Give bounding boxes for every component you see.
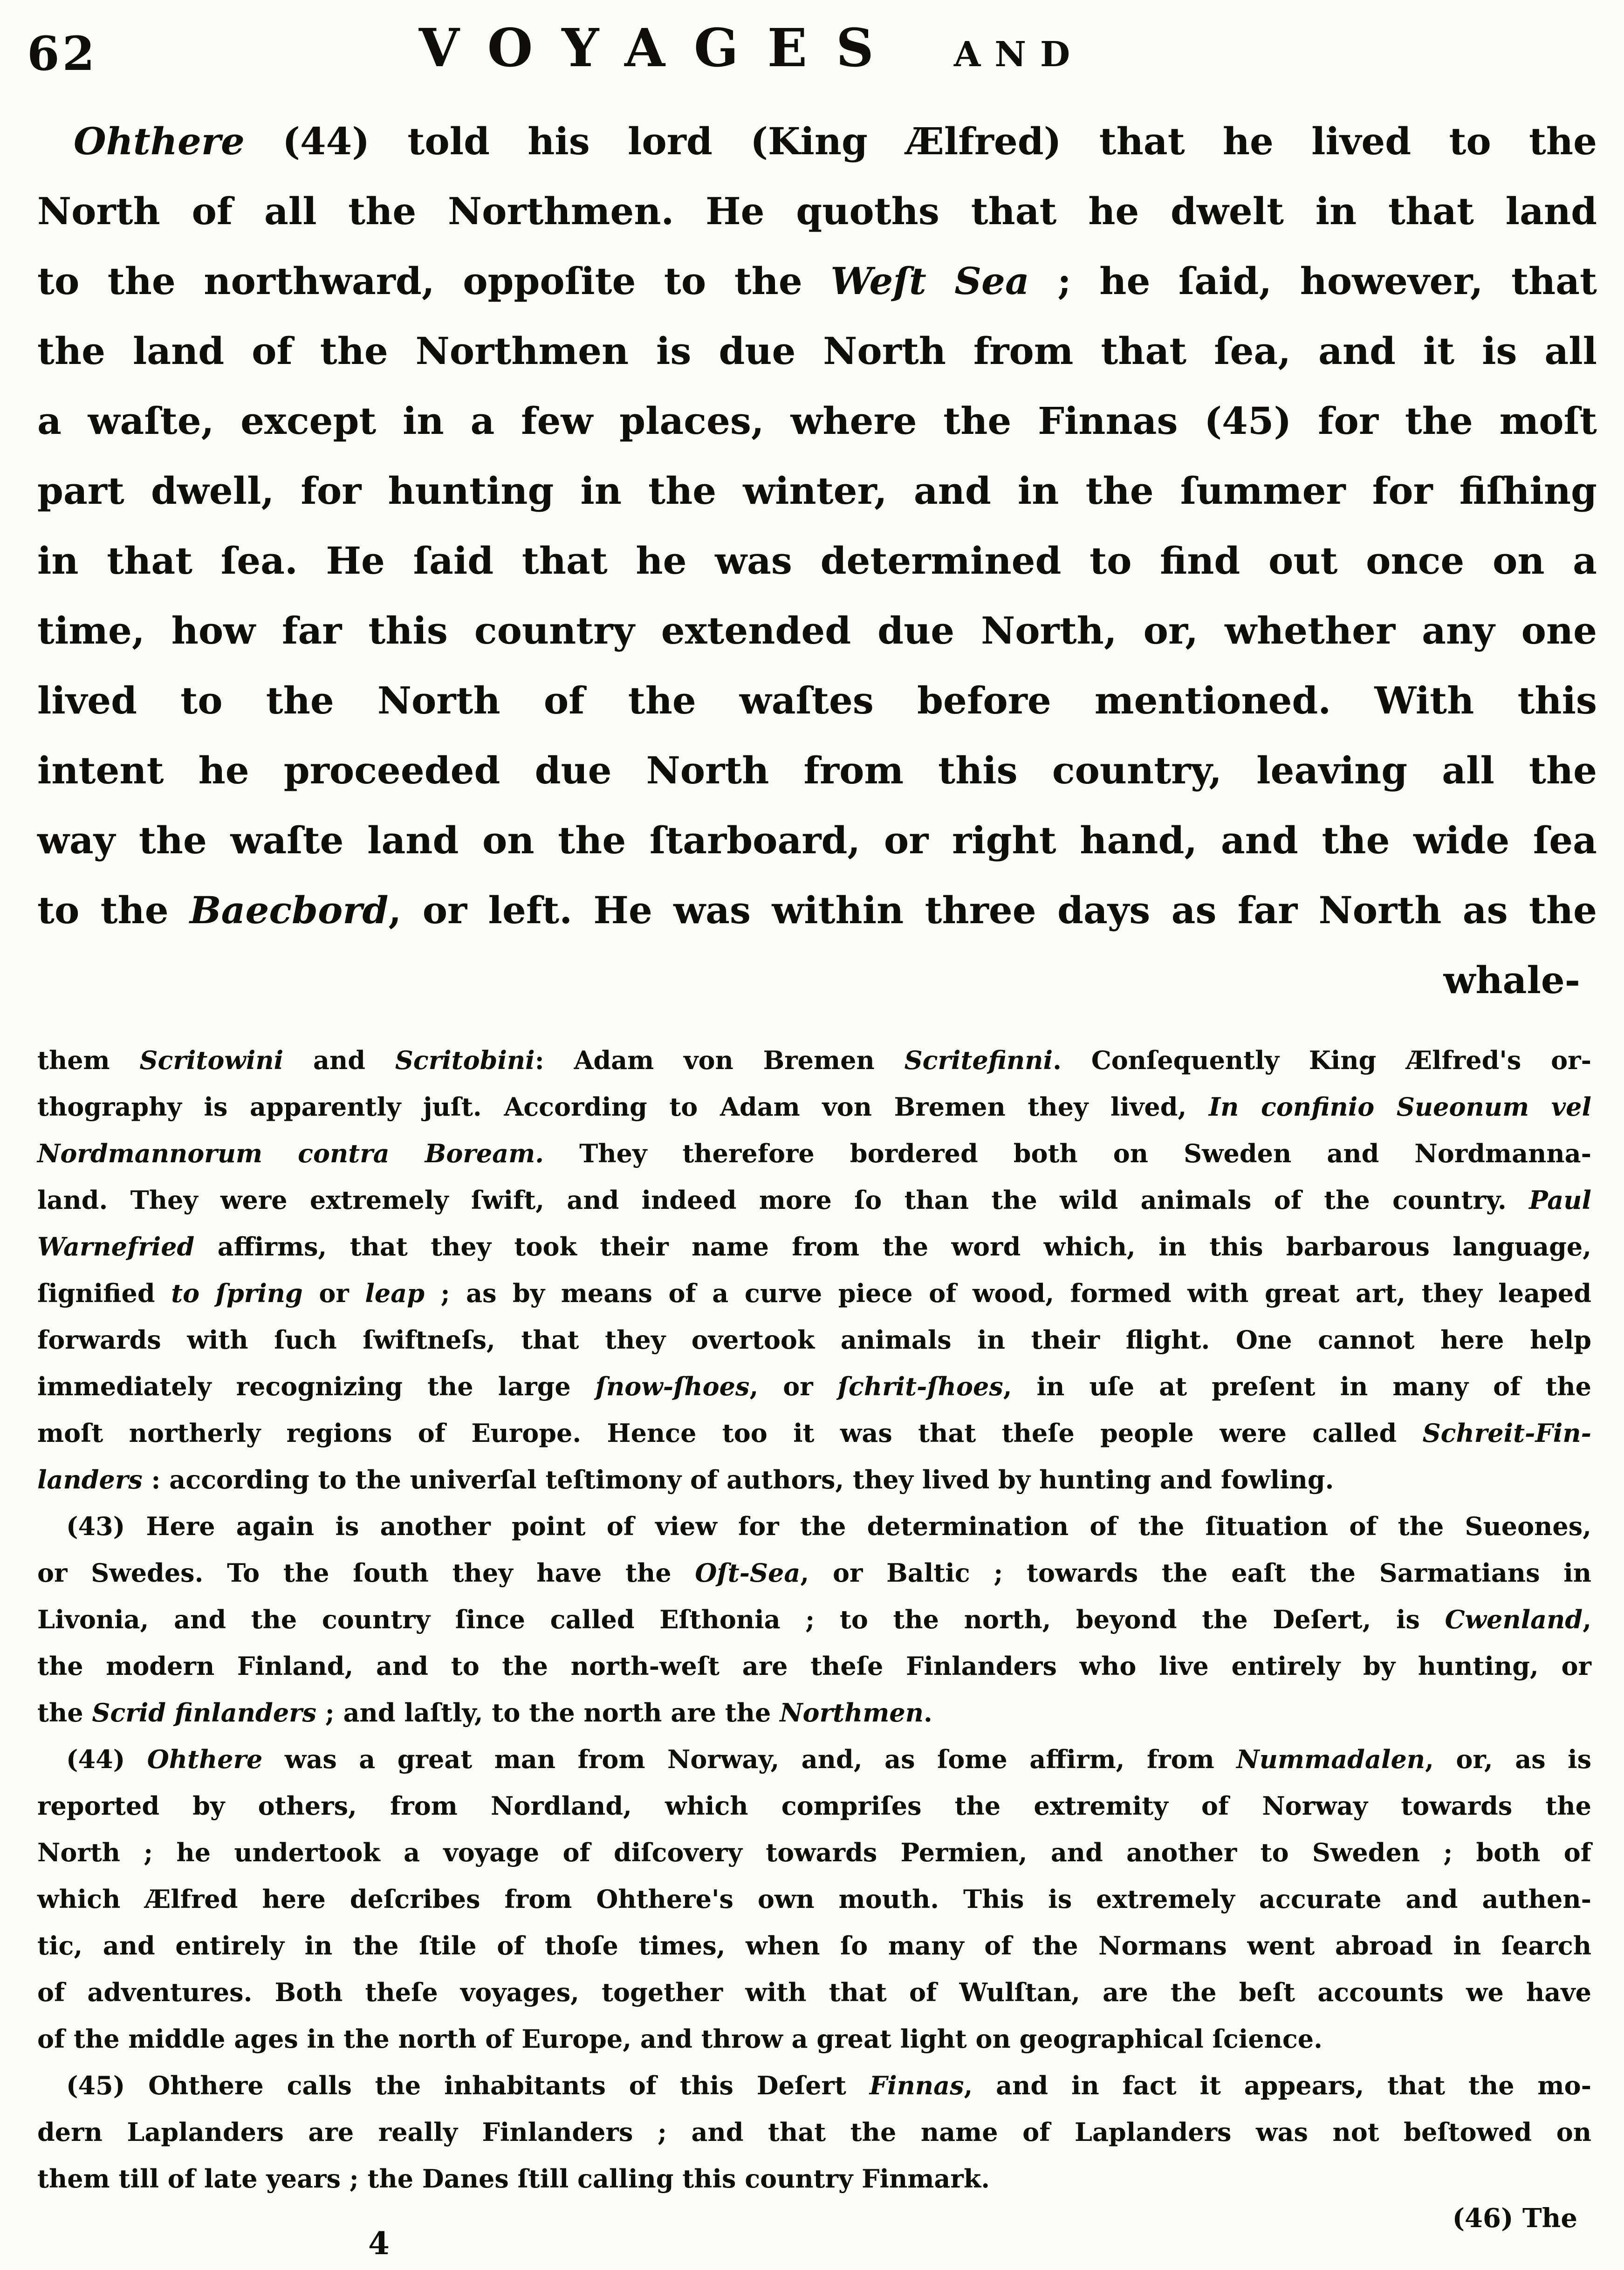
text-line: the modern Finland, and to the north-weſt are theſe Finlanders who live entirely by hunting, or (37, 1651, 1591, 1681)
text-line: Nordmannorum contra Boream. They therefore bordered both on Sweden and Nordmanna- (37, 1138, 1591, 1168)
text-line: (43) Here again is another point of view for the determination of the ſituation of the Sueones, (66, 1511, 1591, 1541)
text-line: the land of the Northmen is due North from that ſea, and it is all (37, 329, 1597, 373)
text-line: land. They were extremely ſwift, and indeed more ſo than the wild animals of the country. Paul (37, 1185, 1591, 1215)
text-line: Ohthere (44) told his lord (King Ælfred) that he lived to the (74, 119, 1597, 163)
text-line: the Scrid finlanders ; and laſtly, to the north are the Northmen. (37, 1698, 932, 1728)
text-line: whale- (1443, 958, 1580, 1002)
text-line: moſt northerly regions of Europe. Hence too it was that theſe people were called Schreit-Fin- (37, 1418, 1591, 1448)
text-line: immediately recognizing the large ſnow-ſhoes, or ſchrit-ſhoes, in uſe at preſent in many of the (37, 1372, 1591, 1401)
text-line: Warnefried affirms, that they took their name from the word which, in this barbarous language, (37, 1232, 1591, 1262)
signature-mark: 4 (368, 2225, 390, 2262)
text-line: part dwell, for hunting in the winter, and in the ſummer for fiſhing (37, 469, 1597, 513)
text-line: to the northward, oppoſite to the Weſt Sea ; he ſaid, however, that (37, 259, 1597, 303)
text-line: to the Baecbord, or left. He was within three days as far North as the (37, 888, 1597, 932)
page-header (0, 18, 1624, 88)
running-title (0, 18, 1503, 79)
main-text-block (37, 106, 1597, 1015)
text-line: reported by others, from Nordland, which compriſes the extremity of Norway towards the (37, 1791, 1591, 1821)
text-line: Livonia, and the country ſince called Eſthonia ; to the north, beyond the Deſert, is Cwenland, (37, 1605, 1591, 1634)
text-line: in that ſea. He ſaid that he was determined to find out once on a (37, 539, 1597, 583)
running-title-and: AND (953, 34, 1084, 75)
text-line: forwards with ſuch ſwiftneſs, that they overtook animals in their flight. One cannot here help (37, 1325, 1591, 1355)
page-number: 62 (27, 26, 98, 81)
text-line: of adventures. Both theſe voyages, together with that of Wulſtan, are the beſt accounts we have (37, 1977, 1591, 2007)
text-line: them Scritowini and Scritobini: Adam von Bremen Scritefinni. Conſequently King Ælfred's or- (37, 1045, 1591, 1075)
text-line: them till of late years ; the Danes ſtill calling this country Finmark. (37, 2164, 990, 2194)
text-line: ſignified to ſpring or leap ; as by means of a curve piece of wood, formed with great art, they leaped (37, 1278, 1592, 1308)
text-line: time, how far this country extended due North, or, whether any one (37, 609, 1597, 652)
text-line: a waſte, except in a few places, where the Finnas (45) for the moſt (37, 399, 1597, 443)
footer-catchword: (46) The (1452, 2203, 1577, 2234)
text-line: North ; he undertook a voyage of diſcovery towards Permien, and another to Sweden ; both of (37, 1838, 1591, 1867)
text-line: (44) Ohthere was a great man from Norway, and, as ſome affirm, from Nummadalen, or, as is (66, 1744, 1592, 1774)
text-line: or Swedes. To the ſouth they have the Oſt-Sea, or Baltic ; towards the eaſt the Sarmatians in (37, 1558, 1591, 1588)
text-line: dern Laplanders are really Finlanders ; and that the name of Laplanders was not beſtowed on (37, 2117, 1591, 2147)
text-line: tic, and entirely in the ſtile of thoſe times, when ſo many of the Normans went abroad in ſearch (37, 1931, 1591, 1961)
text-line: lived to the North of the waſtes before mentioned. With this (37, 679, 1597, 722)
text-line: thography is apparently juſt. According to Adam von Bremen they lived, In confinio Sueonum vel (37, 1092, 1592, 1122)
footnotes-block (37, 1037, 1591, 2202)
text-line: way the waſte land on the ſtarboard, or right hand, and the wide ſea (37, 818, 1597, 862)
text-line: of the middle ages in the north of Europe, and throw a great light on geographical ſcience. (37, 2024, 1322, 2054)
text-line: (45) Ohthere calls the inhabitants of this Deſert Finnas, and in fact it appears, that the mo- (66, 2071, 1591, 2100)
text-line: North of all the Northmen. He quoths that he dwelt in that land (37, 189, 1597, 233)
text-line: which Ælfred here deſcribes from Ohthere's own mouth. This is extremely accurate and authen- (37, 1884, 1591, 1914)
text-line: landers : according to the univerſal teſtimony of authors, they lived by hunting and fowling. (37, 1465, 1334, 1495)
running-title-text: VOYAGES (418, 18, 903, 79)
text-line: intent he proceeded due North from this country, leaving all the (37, 748, 1597, 792)
